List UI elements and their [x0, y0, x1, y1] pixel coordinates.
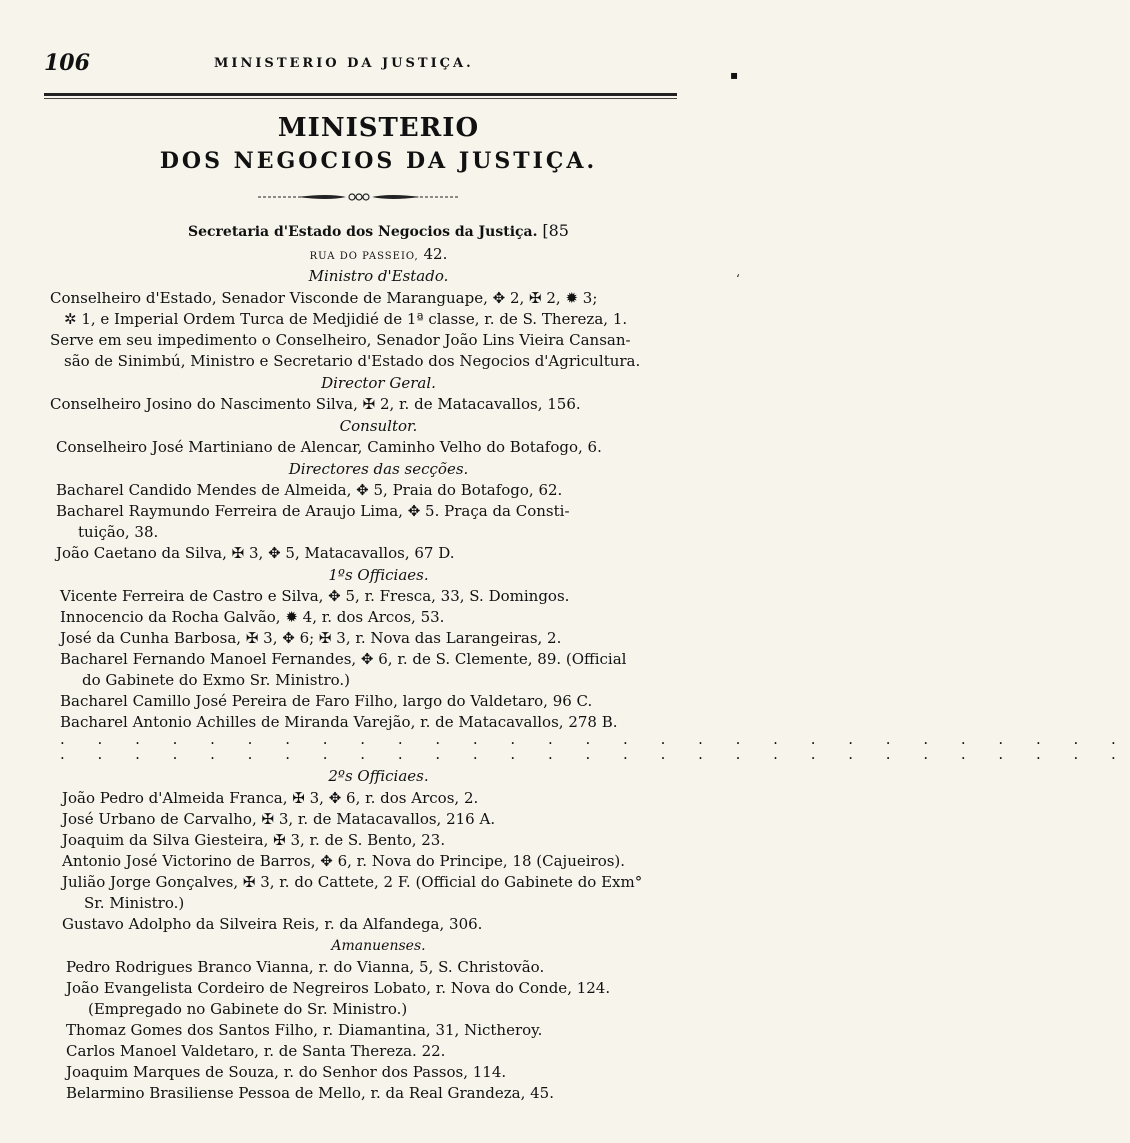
header-rule [44, 93, 677, 96]
ministry-subtitle: DOS NEGOCIOS DA JUSTIÇA. [159, 148, 598, 174]
running-title: MINISTERIO DA JUSTIÇA. [214, 56, 474, 71]
entry-line: Thomaz Gomes dos Santos Filho, r. Diamantina, 31, Nictheroy. [66, 1021, 543, 1039]
secretaria-address: RUA DO PASSEIO, 42. [309, 245, 448, 263]
ornament-divider [258, 192, 458, 202]
entry-line: Joaquim da Silva Giesteira, ✠ 3, r. de S. Bento, 23. [62, 831, 446, 849]
entry-line: tuição, 38. [78, 523, 159, 541]
header-rule-thin [44, 98, 677, 99]
entry-line: Conselheiro d'Estado, Senador Visconde de Maranguape, ✥ 2, ✠ 2, ✹ 3; [50, 289, 598, 307]
section-directores: Directores das secções. [288, 460, 469, 478]
section-director: Director Geral. [321, 374, 436, 392]
secretaria-heading: Secretaria d'Estado dos Negocios da Justiça. [85 [188, 221, 569, 240]
entry-line: João Evangelista Cordeiro de Negreiros Lobato, r. Nova do Conde, 124. [66, 979, 611, 997]
running-head [44, 50, 717, 78]
entry-line: Vicente Ferreira de Castro e Silva, ✥ 5, r. Fresca, 33, S. Domingos. [60, 587, 570, 605]
entry-line: do Gabinete do Exmo Sr. Ministro.) [82, 671, 351, 689]
entry-line: Conselheiro José Martiniano de Alencar, Caminho Velho do Botafogo, 6. [56, 438, 602, 456]
entry-line: Joaquim Marques de Souza, r. do Senhor dos Passos, 114. [66, 1063, 507, 1081]
entry-line: Bacharel Fernando Manoel Fernandes, ✥ 6, r. de S. Clemente, 89. (Official [60, 650, 627, 668]
entry-line: Antonio José Victorino de Barros, ✥ 6, r. Nova do Principe, 18 (Cajueiros). [62, 852, 626, 870]
entry-line: ✲ 1, e Imperial Ordem Turca de Medjidié de 1ª classe, r. de S. Thereza, 1. [64, 310, 628, 328]
ellipsis-row: . . . . . . . . . . . . . . . . . . . . . . . . . . . . . [60, 730, 1130, 748]
entry-line: Carlos Manoel Valdetaro, r. de Santa Thereza. 22. [66, 1042, 446, 1060]
entry-line: José da Cunha Barbosa, ✠ 3, ✥ 6; ✠ 3, r. Nova das Larangeiras, 2. [60, 629, 562, 647]
entry-line: Belarmino Brasiliense Pessoa de Mello, r. da Real Grandeza, 45. [66, 1084, 554, 1102]
page-number: 106 [44, 50, 90, 76]
section-ministro: Ministro d'Estado. [308, 267, 449, 285]
entry-line: são de Sinimbú, Ministro e Secretario d'Estado dos Negocios d'Agricultura. [64, 352, 641, 370]
ellipsis-row: . . . . . . . . . . . . . . . . . . . . . . . . . . . . . [60, 745, 1130, 763]
entry-line: Pedro Rodrigues Branco Vianna, r. do Vianna, 5, S. Christovão. [66, 958, 545, 976]
section-primeiros-officiaes: 1ºs Officiaes. [328, 566, 429, 584]
entry-line: Bacharel Camillo José Pereira de Faro Filho, largo do Valdetaro, 96 C. [60, 692, 593, 710]
entry-line: (Empregado no Gabinete do Sr. Ministro.) [88, 1000, 408, 1018]
entry-line: Bacharel Antonio Achilles de Miranda Varejão, r. de Matacavallos, 278 B. [60, 713, 618, 731]
entry-line: Innocencio da Rocha Galvão, ✹ 4, r. dos Arcos, 53. [60, 608, 445, 626]
entry-line: João Caetano da Silva, ✠ 3, ✥ 5, Matacavallos, 67 D. [56, 544, 455, 562]
entry-line: Serve em seu impedimento o Conselheiro, Senador João Lins Vieira Cansan- [50, 331, 631, 349]
section-consultor: Consultor. [339, 417, 418, 435]
entry-line: Sr. Ministro.) [84, 894, 185, 912]
entry-line: Bacharel Raymundo Ferreira de Araujo Lima, ✥ 5. Praça da Consti- [56, 502, 570, 520]
entry-line: Julião Jorge Gonçalves, ✠ 3, r. do Cattete, 2 F. (Official do Gabinete do Exm° [62, 873, 643, 891]
entry-line: Gustavo Adolpho da Silveira Reis, r. da Alfandega, 306. [62, 915, 483, 933]
section-segundos-officiaes: 2ºs Officiaes. [328, 767, 429, 785]
margin-mark: ▪ [730, 68, 739, 82]
entry-line: José Urbano de Carvalho, ✠ 3, r. de Matacavallos, 216 A. [62, 810, 496, 828]
entry-line: João Pedro d'Almeida Franca, ✠ 3, ✥ 6, r. dos Arcos, 2. [62, 789, 479, 807]
entry-line: Bacharel Candido Mendes de Almeida, ✥ 5, Praia do Botafogo, 62. [56, 481, 563, 499]
section-amanuenses: Amanuenses. [331, 938, 426, 954]
margin-mark: ʻ [736, 272, 740, 286]
entry-line: Conselheiro Josino do Nascimento Silva, ✠ 2, r. de Matacavallos, 156. [50, 395, 581, 413]
ministry-title: MINISTERIO [277, 113, 480, 143]
